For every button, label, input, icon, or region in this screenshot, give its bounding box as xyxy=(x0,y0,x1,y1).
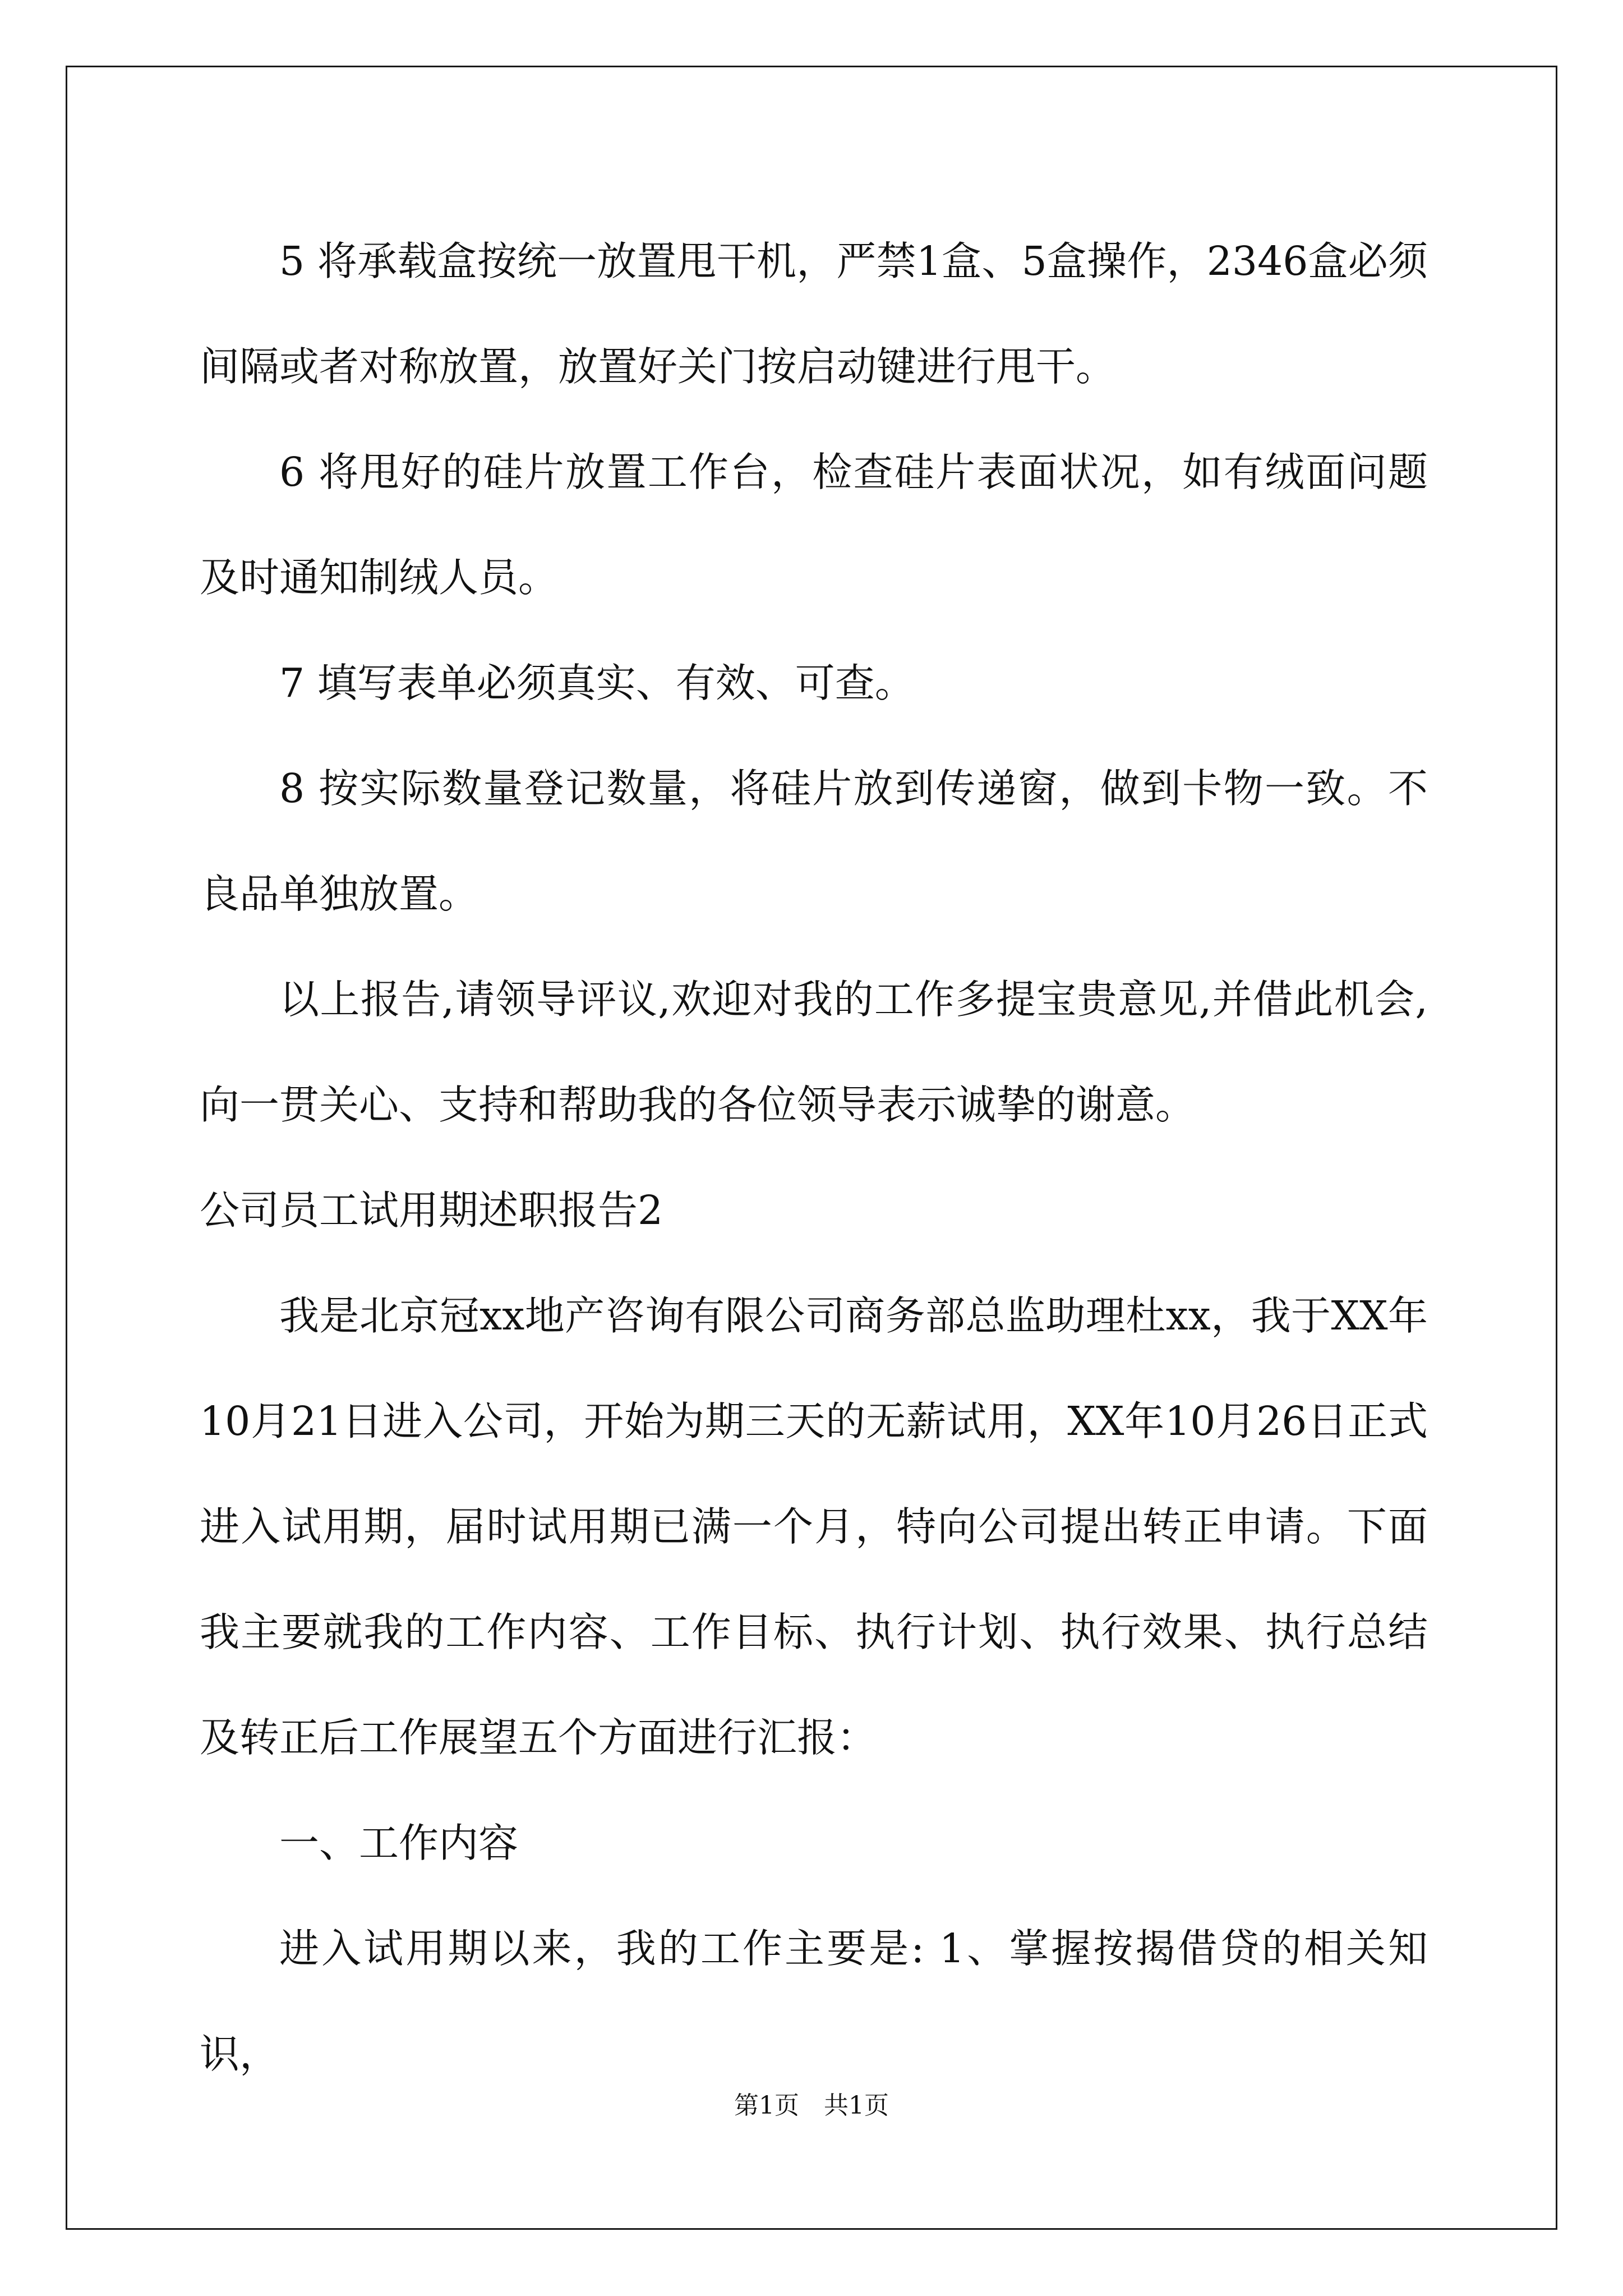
paragraph-step-8: 8 按实际数量登记数量，将硅片放到传递窗，做到卡物一致。不良品单独放置。 xyxy=(200,765,1428,917)
paragraph-step-5: 5 将承载盒按统一放置甩干机，严禁1盒、5盒操作，2346盒必须间隔或者对称放置，放置好关门按启动键进行甩干。 xyxy=(200,238,1428,390)
section-heading: 公司员工试用期述职报告2 xyxy=(200,1187,663,1234)
paragraph-step-6: 6 将甩好的硅片放置工作台，检查硅片表面状况，如有绒面问题及时通知制绒人员。 xyxy=(200,449,1428,601)
subheading-work-content: 一、工作内容 xyxy=(279,1820,519,1866)
paragraph-work-content: 进入试用期以来，我的工作主要是: 1、掌握按揭借贷的相关知识， xyxy=(200,1925,1428,2077)
paragraph-closing: 以上报告,请领导评议,欢迎对我的工作多提宝贵意见,并借此机会,向一贯关心、支持和帮助我的各位领导表示诚挚的谢意。 xyxy=(200,976,1428,1128)
paragraph-intro: 我是北京冠xx地产咨询有限公司商务部总监助理杜xx，我于XX年10月21日进入公司，开始为期三天的无薪试用，XX年10月26日正式进入试用期，届时试用期已满一个月，特向公司提出转正申请。下面我主要就我的工作内容、工作目标、执行计划、执行效果、执行总结及转正后工作展望五个方面进行汇报： xyxy=(200,1292,1428,1761)
document-body xyxy=(200,209,1428,2107)
paragraph-step-7: 7 填写表单必须真实、有效、可查。 xyxy=(279,660,915,706)
page-footer: 第1页 共1页 xyxy=(734,2091,889,2120)
